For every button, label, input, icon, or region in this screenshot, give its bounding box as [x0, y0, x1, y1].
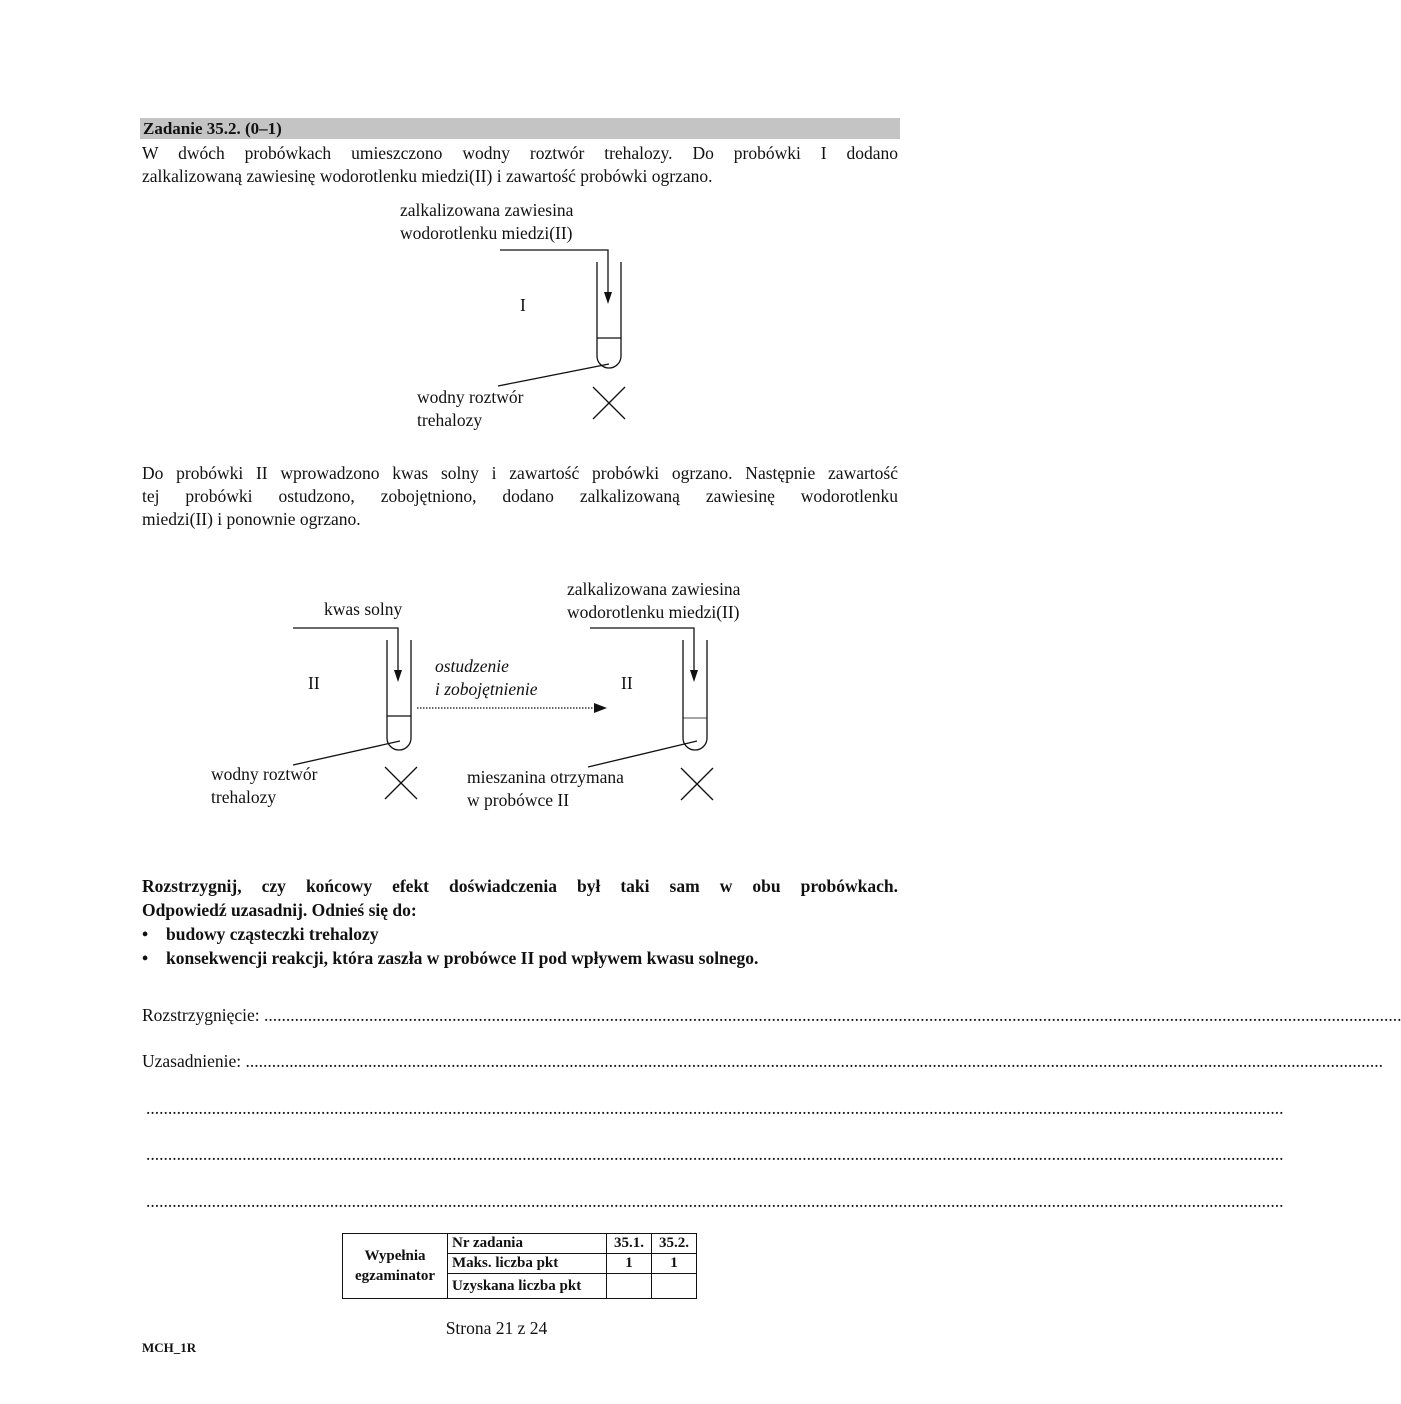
solution-label-1: wodny roztwór: [211, 764, 318, 784]
answer-line[interactable]: [146, 1097, 1284, 1119]
answer-dots: ....................................................................................................................................................................................................................................................................: [245, 1051, 1383, 1071]
task-header: Zadanie 35.2. (0–1): [140, 118, 900, 139]
mixture-label-1: mieszanina otrzymana: [467, 767, 624, 787]
justification-answer-line[interactable]: [142, 1050, 1383, 1072]
reagent-arrow: [590, 628, 694, 676]
acid-arrow: [293, 628, 398, 676]
tube-label: II: [308, 673, 320, 693]
examiner-cell: Wypełnia egzaminator: [343, 1234, 448, 1299]
bullet-icon: •: [142, 948, 149, 968]
test-tube: [597, 262, 621, 368]
procedure-line: tej probówki ostudzono, zobojętniono, dodano zalkalizowaną zawiesinę wodorotlenku: [142, 486, 898, 506]
mixture-pointer: [588, 741, 697, 767]
row-label: Uzyskana liczba pkt: [448, 1274, 607, 1299]
solution-label-2: trehalozy: [211, 787, 277, 807]
solution-label-2: trehalozy: [417, 410, 483, 430]
intro-line: W dwóch probówkach umieszczono wodny roztwór trehalozy. Do probówki I dodano: [142, 143, 898, 163]
obtained-points-input[interactable]: [652, 1274, 697, 1299]
procedure-line: Do probówki II wprowadzono kwas solny i zawartość probówki ogrzano. Następnie zawartość: [142, 463, 898, 483]
process-label-2: i zobojętnienie: [435, 679, 538, 699]
solution-pointer: [293, 741, 400, 765]
bullet-item: • budowy cząsteczki trehalozy: [142, 924, 379, 944]
row-label: Nr zadania: [448, 1234, 607, 1254]
arrow-head: [594, 703, 607, 713]
reagent-arrow: [500, 250, 608, 300]
justification-label: Uzasadnienie:: [142, 1051, 242, 1071]
instruction: [142, 874, 898, 970]
answer-line[interactable]: [146, 1190, 1284, 1212]
answer-dots: ....................................................................................................................................................................................................................................................................: [146, 1191, 1284, 1211]
reagent-label-1: zalkalizowana zawiesina: [567, 579, 741, 599]
instruction-line: Rozstrzygnij, czy końcowy efekt doświadczenia był taki sam w obu probówkach.: [142, 876, 898, 896]
row-label: Maks. liczba pkt: [448, 1254, 607, 1274]
grading-table: [342, 1233, 697, 1299]
reagent-label-2: wodorotlenku miedzi(II): [400, 223, 573, 243]
decision-label: Rozstrzygnięcie:: [142, 1005, 260, 1025]
test-tube: [387, 640, 411, 750]
answer-line[interactable]: [146, 1143, 1284, 1165]
intro-line: zalkalizowaną zawiesinę wodorotlenku miedzi(II) i zawartość probówki ogrzano.: [142, 166, 713, 186]
max-points: 1: [652, 1254, 697, 1274]
page-number: Strona 21 z 24: [445, 1318, 548, 1338]
bullet-icon: •: [142, 924, 149, 944]
max-points: 1: [607, 1254, 652, 1274]
arrow-head: [604, 292, 612, 304]
arrow-head: [690, 670, 698, 682]
arrow-head: [394, 670, 402, 682]
tube-label: II: [621, 673, 633, 693]
answer-dots: ....................................................................................................................................................................................................................................................................: [146, 1144, 1284, 1164]
mixture-label-2: w probówce II: [467, 790, 570, 810]
answer-dots: ....................................................................................................................................................................................................................................................................: [263, 1005, 1401, 1025]
task-number: 35.1.: [607, 1234, 652, 1254]
procedure-line: miedzi(II) i ponownie ogrzano.: [142, 509, 361, 529]
instruction-line: Odpowiedź uzasadnij. Odnieś się do:: [142, 900, 417, 920]
acid-label: kwas solny: [324, 599, 403, 619]
reagent-label-2: wodorotlenku miedzi(II): [567, 602, 740, 622]
test-tube: [683, 640, 707, 750]
bullet-item: • konsekwencji reakcji, która zaszła w probówce II pod wpływem kwasu solnego.: [142, 948, 759, 968]
task-number: 35.2.: [652, 1234, 697, 1254]
reagent-label-1: zalkalizowana zawiesina: [400, 200, 574, 220]
process-label-1: ostudzenie: [435, 656, 509, 676]
tube-label: I: [520, 295, 526, 315]
solution-label-1: wodny roztwór: [417, 387, 524, 407]
exam-code: MCH_1R: [142, 1340, 197, 1355]
solution-pointer: [498, 364, 609, 386]
procedure-text: [142, 462, 898, 531]
obtained-points-input[interactable]: [607, 1274, 652, 1299]
decision-answer-line[interactable]: [142, 1004, 1401, 1026]
answer-dots: ....................................................................................................................................................................................................................................................................: [146, 1098, 1284, 1118]
